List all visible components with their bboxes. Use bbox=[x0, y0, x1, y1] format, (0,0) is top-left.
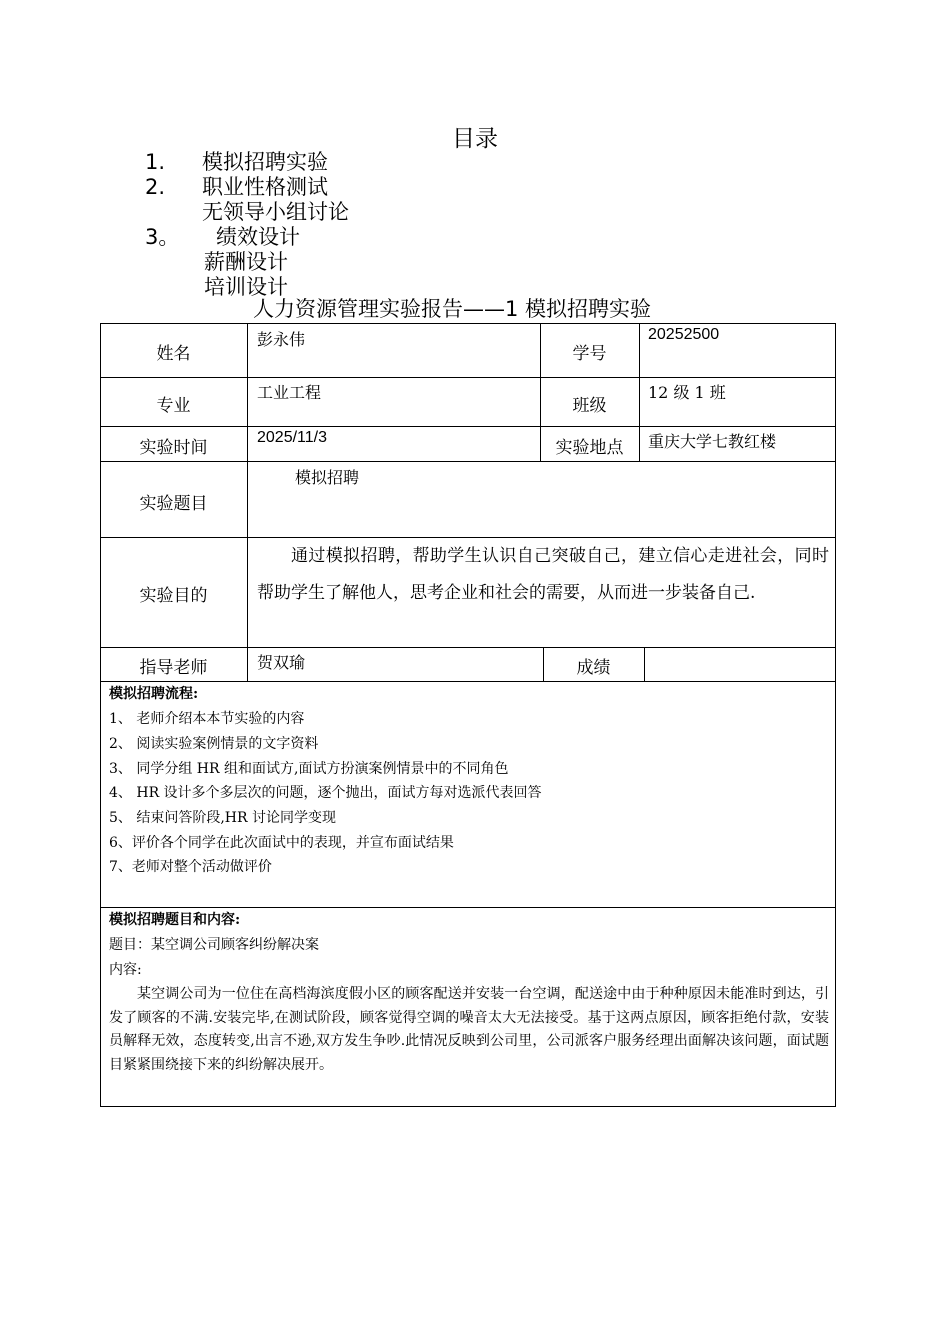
table-border bbox=[100, 681, 836, 682]
table-border bbox=[100, 461, 836, 462]
toc-item-label: 职业性格测试 bbox=[202, 175, 328, 199]
case-content: 某空调公司为一位住在高档海滨度假小区的顾客配送并安装一台空调，配送途中由于种种原因未能准时到达，引发了顾客的不满.安装完毕,在测试阶段，顾客觉得空调的噪音太大无法接受。基于这两点原因，顾客拒绝付款，安装员解释无效，态度转变,出言不逊,双方发生争吵.此情况反映到公司里，公司派客户服务经理出面解决该问题，面试题目紧紧围绕接下来的纠纷解决展开。 bbox=[109, 986, 829, 1074]
process-step: 6、评价各个同学在此次面试中的表现，并宣布面试结果 bbox=[109, 835, 454, 851]
case-topic: 题目：某空调公司顾客纠纷解决案 bbox=[109, 937, 319, 953]
process-step: 5、 结束问答阶段,HR 讨论同学变现 bbox=[109, 810, 337, 826]
toc-item-number: 2. bbox=[145, 175, 166, 199]
name-value: 彭永伟 bbox=[257, 330, 306, 349]
major-value: 工业工程 bbox=[257, 383, 322, 402]
student-id-label: 学号 bbox=[572, 344, 607, 364]
time-value: 2025/11/3 bbox=[257, 429, 327, 446]
place-value: 重庆大学七教红楼 bbox=[648, 432, 777, 451]
place-label: 实验地点 bbox=[555, 438, 624, 458]
toc-item-label: 绩效设计 bbox=[216, 225, 300, 249]
table-border bbox=[835, 323, 836, 1107]
toc-item-number: 3。 bbox=[145, 225, 180, 249]
table-border bbox=[100, 1106, 836, 1107]
table-border bbox=[100, 647, 836, 648]
topic-label: 实验题目 bbox=[139, 494, 208, 514]
process-step: 7、老师对整个活动做评价 bbox=[109, 859, 272, 875]
process-step: 2、 阅读实验案例情景的文字资料 bbox=[109, 736, 319, 752]
table-border bbox=[100, 426, 836, 427]
table-border bbox=[644, 647, 645, 682]
teacher-value: 贺双瑜 bbox=[257, 653, 306, 672]
purpose-label: 实验目的 bbox=[139, 586, 208, 606]
class-label: 班级 bbox=[572, 396, 607, 416]
table-border bbox=[100, 377, 836, 378]
topic-value: 模拟招聘 bbox=[295, 468, 360, 487]
process-step: 3、 同学分组 HR 组和面试方,面试方扮演案例情景中的不同角色 bbox=[109, 761, 509, 777]
toc-item-label: 模拟招聘实验 bbox=[202, 150, 328, 174]
toc-item-number: 1. bbox=[145, 150, 166, 174]
table-border bbox=[639, 323, 640, 462]
case-content-label: 内容: bbox=[109, 962, 142, 978]
process-step: 4、 HR 设计多个多层次的问题，逐个抛出，面试方每对选派代表回答 bbox=[109, 785, 542, 801]
teacher-label: 指导老师 bbox=[139, 658, 208, 678]
table-border bbox=[100, 323, 836, 324]
toc-item-label: 培训设计 bbox=[204, 275, 288, 299]
time-label: 实验时间 bbox=[139, 438, 208, 458]
student-id-value: 20252500 bbox=[648, 326, 720, 343]
major-label: 专业 bbox=[156, 396, 191, 416]
toc-item-label: 薪酬设计 bbox=[204, 250, 288, 274]
report-title: 人力资源管理实验报告——1 模拟招聘实验 bbox=[253, 297, 652, 321]
process-step: 1、 老师介绍本本节实验的内容 bbox=[109, 711, 305, 727]
case-heading: 模拟招聘题目和内容: bbox=[109, 912, 241, 928]
report-table bbox=[100, 323, 836, 1107]
name-label: 姓名 bbox=[156, 344, 191, 364]
table-border bbox=[247, 323, 248, 682]
process-heading: 模拟招聘流程: bbox=[109, 686, 199, 702]
toc-title: 目录 bbox=[452, 126, 498, 152]
score-label: 成绩 bbox=[576, 658, 611, 678]
toc-item-label: 无领导小组讨论 bbox=[202, 200, 349, 224]
class-value: 12 级 1 班 bbox=[648, 383, 726, 402]
purpose-text: 通过模拟招聘，帮助学生认识自己突破自己，建立信心走进社会，同时帮助学生了解他人，思考企业和社会的需要，从而进一步装备自己. bbox=[257, 546, 829, 603]
